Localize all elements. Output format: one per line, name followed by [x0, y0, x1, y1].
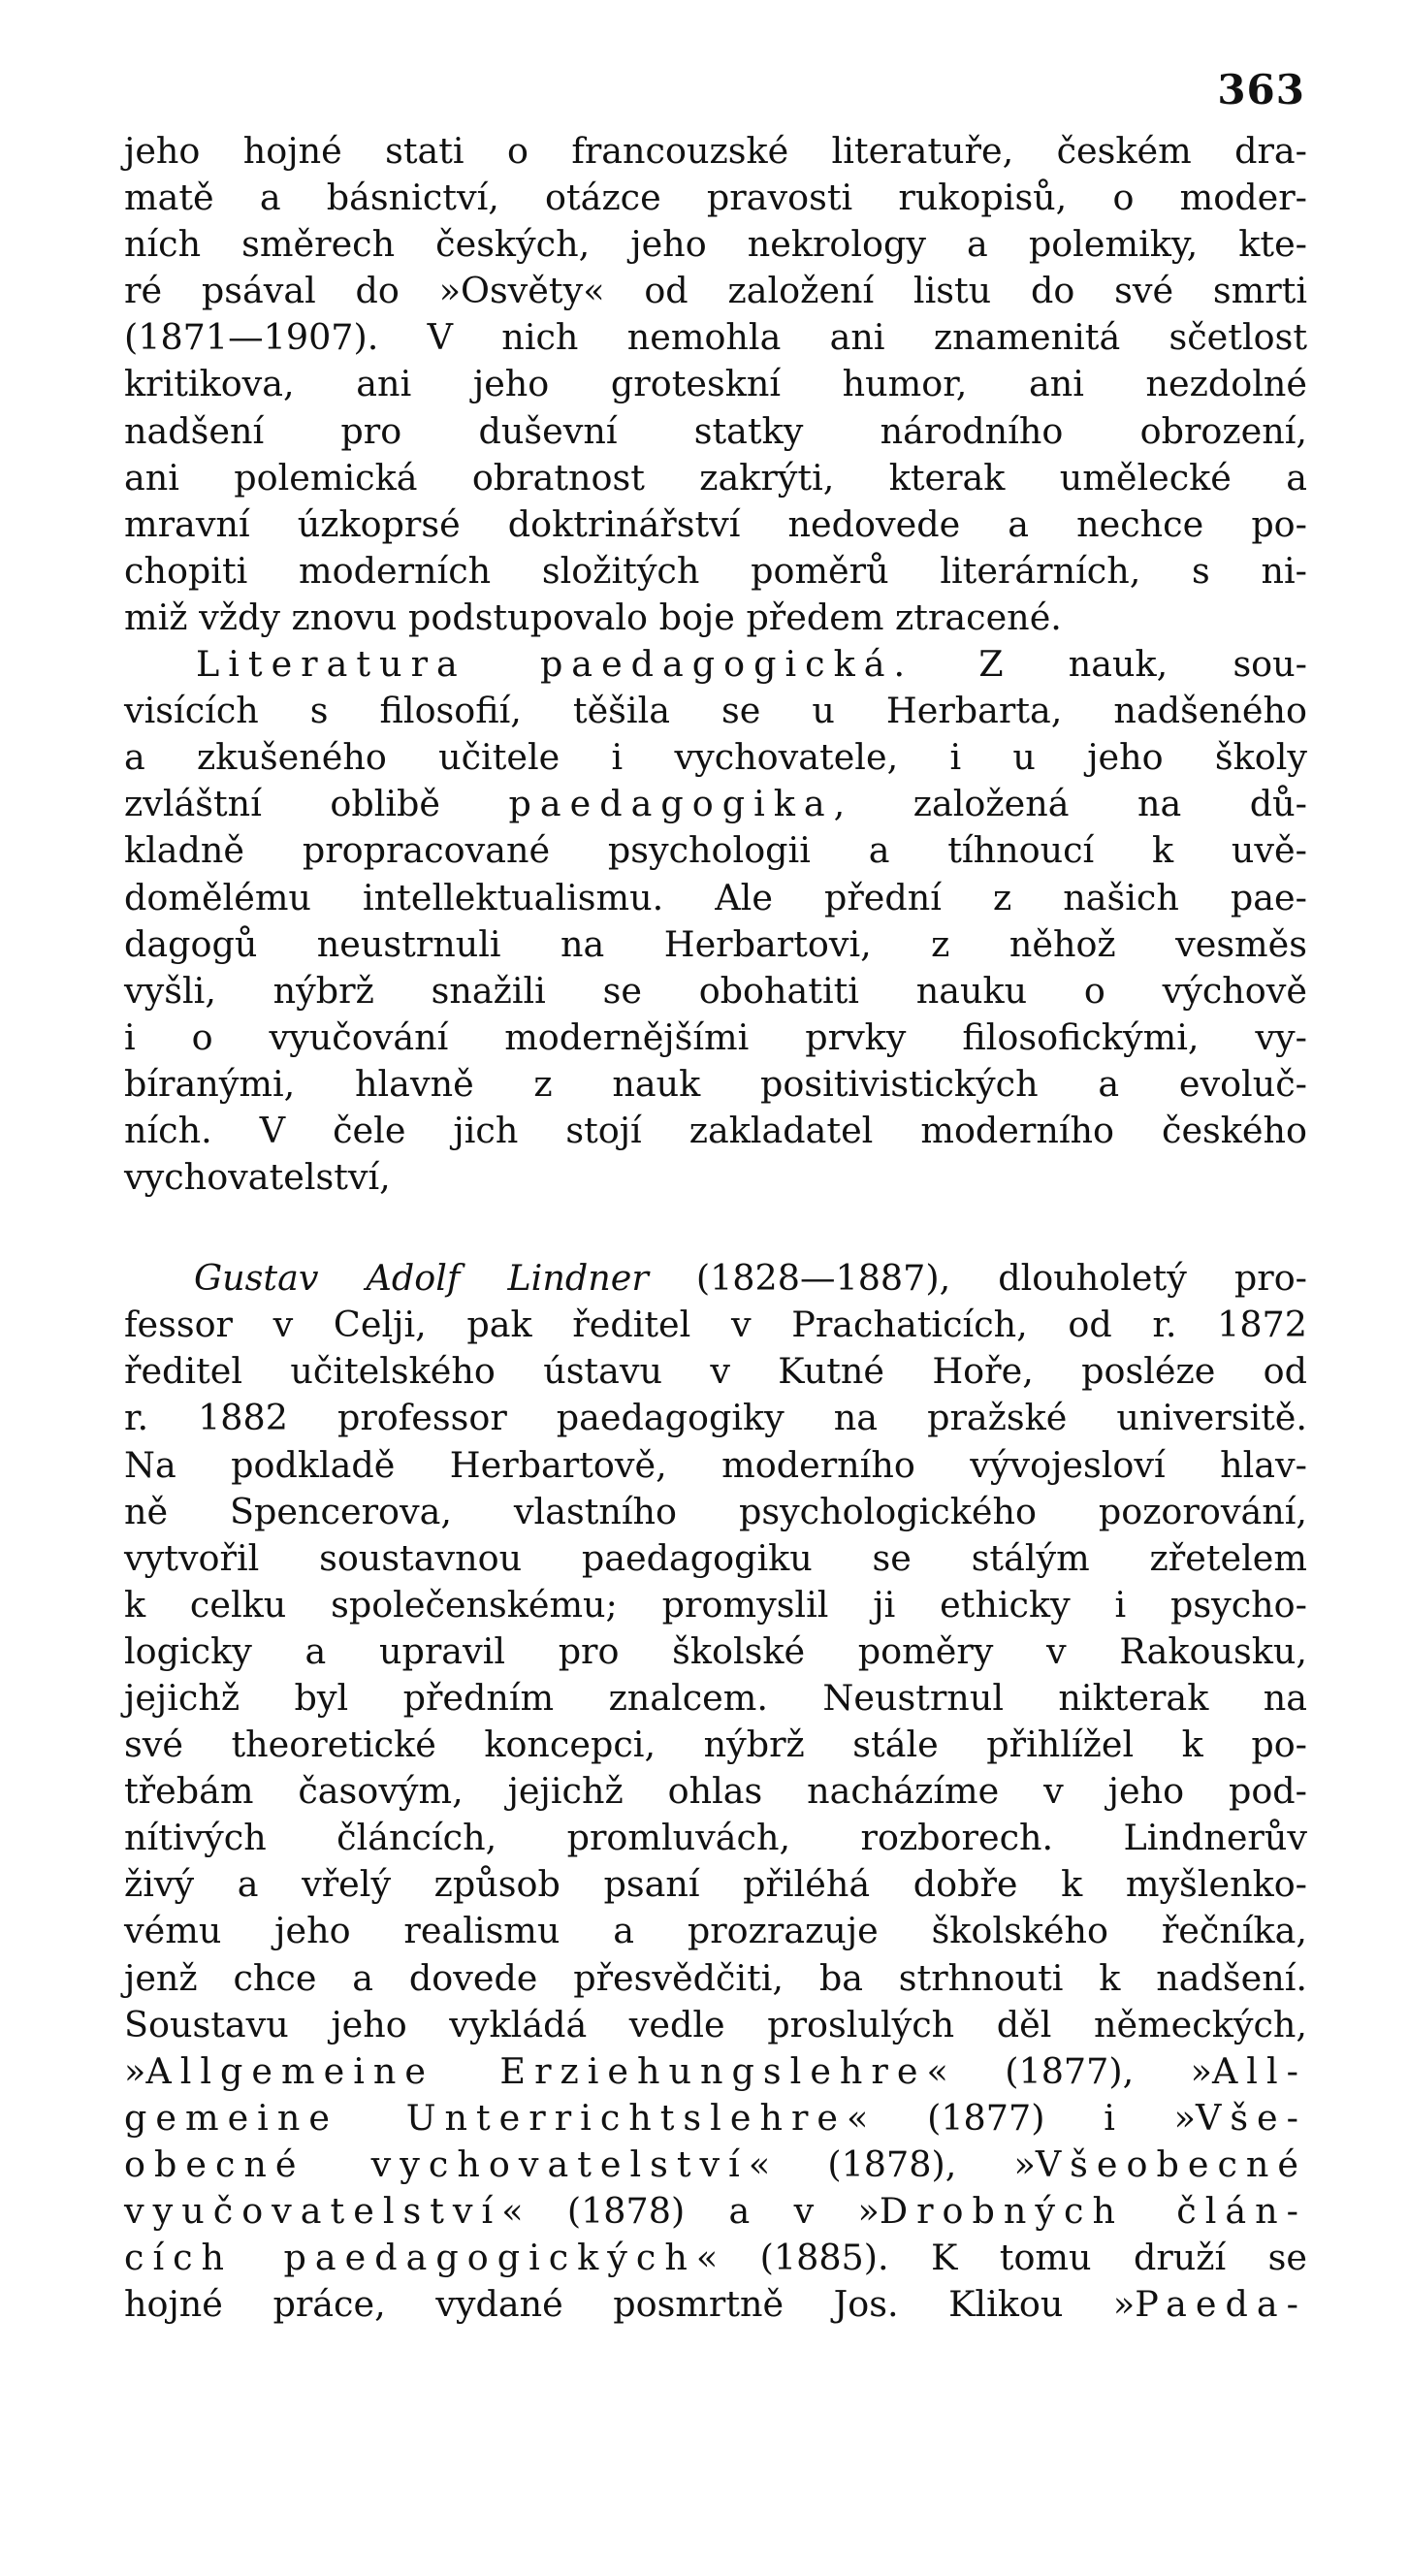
spaced-title: vyučovatelství [124, 2190, 502, 2233]
text-line: (1871—1907). V nich nemohla ani znamenitá sčetlost [124, 316, 1307, 359]
text-line: chopiti moderních složitých poměrů literárních, s ni- [124, 549, 1307, 592]
spaced-title: obecné vychovatelství [124, 2142, 749, 2185]
text-line: cích paedagogických« (1885). K tomu druží se [124, 2237, 1307, 2279]
spaced-title: Všeobecné [1035, 2142, 1307, 2185]
text-line: kladně propracované psychologii a tíhnoucí k uvě- [124, 829, 1307, 872]
text-line: Na podkladě Herbartově, moderního vývojesloví hlav- [124, 1443, 1307, 1486]
text-line: vyučovatelství« (1878) a v »Drobných člán- [124, 2190, 1307, 2233]
text-line: vému jeho realismu a prozrazuje školského řečníka, [124, 1910, 1307, 1952]
page-number: 363 [1217, 66, 1305, 113]
spaced-term: paedagogika [508, 783, 834, 825]
text-line: vytvořil soustavnou paedagogiku se stálým zřetelem [124, 1536, 1307, 1579]
text-line: jejichž byl předním znalcem. Neustrnul nikterak na [124, 1677, 1307, 1719]
text-line: ních. V čele jich stojí zakladatel moderního českého [124, 1109, 1307, 1151]
text-line: jenž chce a dovede přesvědčiti, ba strhnouti k nadšení. [124, 1956, 1307, 1999]
text-line: nítivých článcích, promluvách, rozborech. Lindnerův [124, 1817, 1307, 1859]
text-line: kritikova, ani jeho groteskní humor, ani nezdolné [124, 363, 1307, 405]
text-line: obecné vychovatelství« (1878), »Všeobecné [124, 2142, 1307, 2185]
person-name: Gustav Adolf Lindner [194, 1257, 649, 1300]
text-line: vyšli, nýbrž snažili se obohatiti nauku o výchově [124, 969, 1307, 1012]
text-line: nadšení pro duševní statky národního obrození, [124, 409, 1307, 452]
spaced-title: Drobných člán- [879, 2190, 1307, 2233]
text-line: r. 1882 professor paedagogiky na pražské universitě. [124, 1397, 1307, 1439]
text-line: živý a vřelý způsob psaní přiléhá dobře k myšlenko- [124, 1863, 1307, 1906]
text-line: ních směrech českých, jeho nekrology a polemiky, kte- [124, 223, 1307, 266]
text-line: bíranými, hlavně z nauk positivistických a evoluč- [124, 1062, 1307, 1105]
body-text [124, 128, 1307, 2328]
spaced-title: Vše- [1195, 2096, 1307, 2139]
text-line: Literatura paedagogická. Z nauk, sou- [196, 643, 1307, 686]
spaced-title: gemeine Unterrichtslehre [124, 2096, 847, 2139]
text-line: »Allgemeine Erziehungslehre« (1877), »All- [124, 2049, 1307, 2092]
text-line: dagogů neustrnuli na Herbartovi, z něhož vesměs [124, 922, 1307, 965]
spaced-title: All- [1211, 2049, 1307, 2092]
text-line: ani polemická obratnost zakrýti, kterak umělecké a [124, 456, 1307, 499]
text-line: Gustav Adolf Lindner (1828—1887), dlouholetý pro- [194, 1257, 1307, 1300]
spaced-title: Paeda- [1135, 2283, 1307, 2326]
text-line: ré psával do »Osvěty« od založení listu do své smrti [124, 270, 1307, 312]
text-line: Soustavu jeho vykládá vedle proslulých děl německých, [124, 2003, 1307, 2045]
text-line: ředitel učitelského ústavu v Kutné Hoře, posléze od [124, 1350, 1307, 1393]
section-heading: Literatura paedagogická. [196, 643, 914, 686]
text-line: miž vždy znovu podstupovalo boje předem ztracené. [124, 596, 1062, 638]
spaced-title: Allgemeine Erziehungslehre [145, 2049, 927, 2092]
text-line: domělému intellektualismu. Ale přední z našich pae- [124, 876, 1307, 918]
spaced-title: cích paedagogických [124, 2237, 696, 2279]
text-line: třebám časovým, jejichž ohlas nacházíme v jeho pod- [124, 1770, 1307, 1813]
text-line: své theoretické koncepci, nýbrž stále přihlížel k po- [124, 1723, 1307, 1766]
text-line: ně Spencerova, vlastního psychologického pozorování, [124, 1490, 1307, 1532]
text-line: logicky a upravil pro školské poměry v Rakousku, [124, 1629, 1307, 1672]
text-line: visících s filosofií, těšila se u Herbarta, nadšeného [124, 690, 1307, 732]
text-line: mravní úzkoprsé doktrinářství nedovede a nechce po- [124, 502, 1307, 545]
text-line: vychovatelství, [124, 1156, 391, 1199]
text-line: i o vyučování modernějšími prvky filosofickými, vy- [124, 1015, 1307, 1058]
text-line: a zkušeného učitele i vychovatele, i u jeho školy [124, 736, 1307, 779]
text-line: hojné práce, vydané posmrtně Jos. Klikou »Paeda- [124, 2283, 1307, 2326]
text-line: matě a básnictví, otázce pravosti rukopisů, o moder- [124, 177, 1307, 219]
text-line: k celku společenskému; promyslil ji ethicky i psycho- [124, 1583, 1307, 1626]
text-line: zvláštní oblibě paedagogika, založená na dů- [124, 783, 1307, 825]
text-line: jeho hojné stati o francouzské literatuře, českém dra- [124, 130, 1307, 172]
text-line: gemeine Unterrichtslehre« (1877) i »Vše- [124, 2096, 1307, 2139]
text-line: fessor v Celji, pak ředitel v Prachaticích, od r. 1872 [124, 1304, 1307, 1346]
